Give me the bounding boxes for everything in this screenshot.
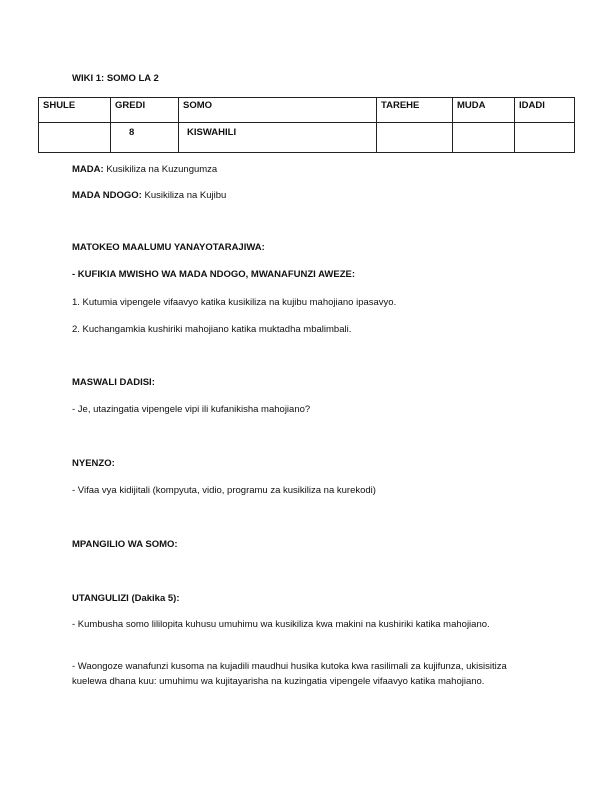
cell-shule <box>39 123 111 153</box>
maswali-heading: MASWALI DADISI: <box>72 377 155 388</box>
header-cell-tarehe: TAREHE <box>377 98 453 123</box>
mada-value: Kusikiliza na Kuzungumza <box>106 164 218 175</box>
nyenzo-item-1: - Vifaa vya kidijitali (kompyuta, vidio, programu za kusikiliza na kurekodi) <box>72 485 376 496</box>
mada-ndogo-label: MADA NDOGO: <box>72 190 142 201</box>
nyenzo-heading: NYENZO: <box>72 458 115 469</box>
mada-ndogo-line <box>72 188 542 203</box>
lesson-info-table <box>38 97 575 153</box>
header-cell-muda: MUDA <box>453 98 515 123</box>
cell-gredi: 8 <box>111 123 179 153</box>
matokeo-heading: MATOKEO MAALUMU YANAYOTARAJIWA: <box>72 242 265 253</box>
lesson-week-title: WIKI 1: SOMO LA 2 <box>72 73 159 84</box>
mada-line <box>72 162 542 177</box>
cell-idadi <box>515 123 575 153</box>
cell-somo: KISWAHILI <box>179 123 377 153</box>
cell-muda <box>453 123 515 153</box>
maswali-item-1: - Je, utazingatia vipengele vipi ili kufanikisha mahojiano? <box>72 404 311 415</box>
header-cell-somo: SOMO <box>179 98 377 123</box>
utangulizi-item-2: - Waongoze wanafunzi kusoma na kujadili maudhui husika kutoka kwa rasilimali za kujifunza, ukisisitiza kuelewa dhana kuu: umuhimu wa kujitayarisha na kuzingatia vipengele vifaavyo katika mahojiano. <box>72 661 507 687</box>
mpangilio-heading: MPANGILIO WA SOMO: <box>72 539 178 550</box>
header-cell-idadi: IDADI <box>515 98 575 123</box>
mada-ndogo-value: Kusikiliza na Kujibu <box>144 190 227 201</box>
utangulizi-item-1: - Kumbusha somo lililopita kuhusu umuhimu wa kusikiliza kwa makini na kushiriki katika mahojiano. <box>72 619 490 630</box>
header-cell-gredi: GREDI <box>111 98 179 123</box>
header-cell-shule: SHULE <box>39 98 111 123</box>
matokeo-item-2: 2. Kuchangamkia kushiriki mahojiano katika muktadha mbalimbali. <box>72 324 352 335</box>
utangulizi-heading: UTANGULIZI (Dakika 5): <box>72 593 180 604</box>
table-header-row <box>39 98 575 123</box>
matokeo-item-1: 1. Kutumia vipengele vifaavyo katika kusikiliza na kujibu mahojiano ipasavyo. <box>72 297 397 308</box>
mada-label: MADA: <box>72 164 104 175</box>
table-row <box>39 123 575 153</box>
cell-tarehe <box>377 123 453 153</box>
matokeo-subheading: - KUFIKIA MWISHO WA MADA NDOGO, MWANAFUNZI AWEZE: <box>72 269 356 280</box>
